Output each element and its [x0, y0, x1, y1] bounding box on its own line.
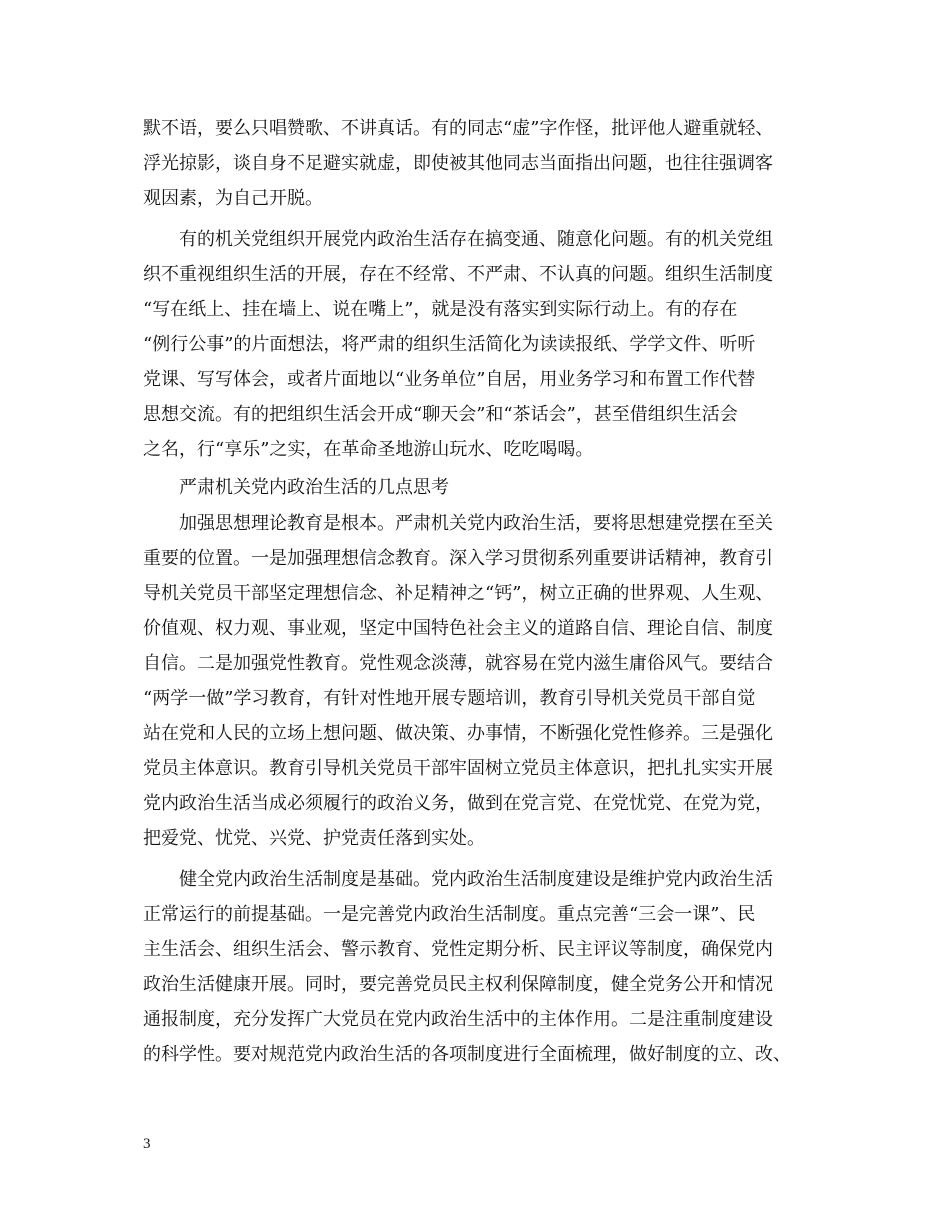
text-line: 政治生活健康开展。同时，要完善党员民主权利保障制度，健全党务公开和情况 [143, 974, 773, 995]
text-line: 织不重视组织生活的开展，存在不经常、不严肃、不认真的问题。组织生活制度 [143, 264, 773, 285]
text-line: 导机关党员干部坚定理想信念、补足精神之“钙”，树立正确的世界观、人生观、 [143, 583, 774, 604]
text-line: 通报制度，充分发挥广大党员在党内政治生活中的主体作用。二是注重制度建设 [143, 1009, 773, 1030]
text-line: 重要的位置。一是加强理想信念教育。深入学习贯彻系列重要讲话精神，教育引 [143, 548, 773, 569]
text-line: 自信。二是加强党性教育。党性观念淡薄，就容易在党内滋生庸俗风气。要结合 [143, 653, 773, 674]
paragraph-start-line: 加强思想理论教育是根本。严肃机关党内政治生活，要将思想建党摆在至关 [143, 513, 773, 534]
text-line: 的科学性。要对规范党内政治生活的各项制度进行全面梳理，做好制度的立、改、 [143, 1044, 791, 1065]
section-heading: 严肃机关党内政治生活的几点思考 [143, 477, 449, 498]
paragraph-start-line: 有的机关党组织开展党内政治生活存在搞变通、随意化问题。有的机关党组 [143, 229, 773, 250]
text-line: 把爱党、忧党、兴党、护党责任落到实处。 [143, 828, 485, 849]
text-line: “写在纸上、挂在墙上、说在嘴上”，就是没有落实到实际行动上。有的存在 [143, 299, 738, 320]
text-line: 正常运行的前提基础。一是完善党内政治生活制度。重点完善“三会一课”、民 [143, 904, 756, 925]
text-line: 浮光掠影，谈自身不足避实就虚，即使被其他同志当面指出问题，也往往强调客 [143, 153, 773, 174]
text-line: 思想交流。有的把组织生活会开成“聊天会”和“茶话会”，甚至借组织生活会 [143, 404, 738, 425]
text-line: 站在党和人民的立场上想问题、做决策、办事情，不断强化党性修养。三是强化 [143, 723, 773, 744]
text-line: “两学一做”学习教育，有针对性地开展专题培训，教育引导机关党员干部自觉 [143, 688, 756, 709]
text-line: 之名，行“享乐”之实，在革命圣地游山玩水、吃吃喝喝。 [143, 439, 594, 460]
text-line: 价值观、权力观、事业观，坚定中国特色社会主义的道路自信、理论自信、制度 [143, 618, 773, 639]
text-line: 党员主体意识。教育引导机关党员干部牢固树立党员主体意识，把扎扎实实开展 [143, 758, 773, 779]
text-line: 观因素，为自己开脱。 [143, 188, 323, 209]
text-line: 党课、写写体会，或者片面地以“业务单位”自居，用业务学习和布置工作代替 [143, 369, 756, 390]
paragraph-start-line: 健全党内政治生活制度是基础。党内政治生活制度建设是维护党内政治生活 [143, 869, 773, 890]
text-line: 默不语，要么只唱赞歌、不讲真话。有的同志“虚”字作怪，批评他人避重就轻、 [143, 118, 774, 139]
text-line: “例行公事”的片面想法，将严肃的组织生活简化为读读报纸、学学文件、听听 [143, 334, 756, 355]
page-number: 3 [143, 1136, 151, 1152]
text-line: 主生活会、组织生活会、警示教育、党性定期分析、民主评议等制度，确保党内 [143, 939, 773, 960]
text-line: 党内政治生活当成必须履行的政治义务，做到在党言党、在党忧党、在党为党， [143, 793, 773, 814]
